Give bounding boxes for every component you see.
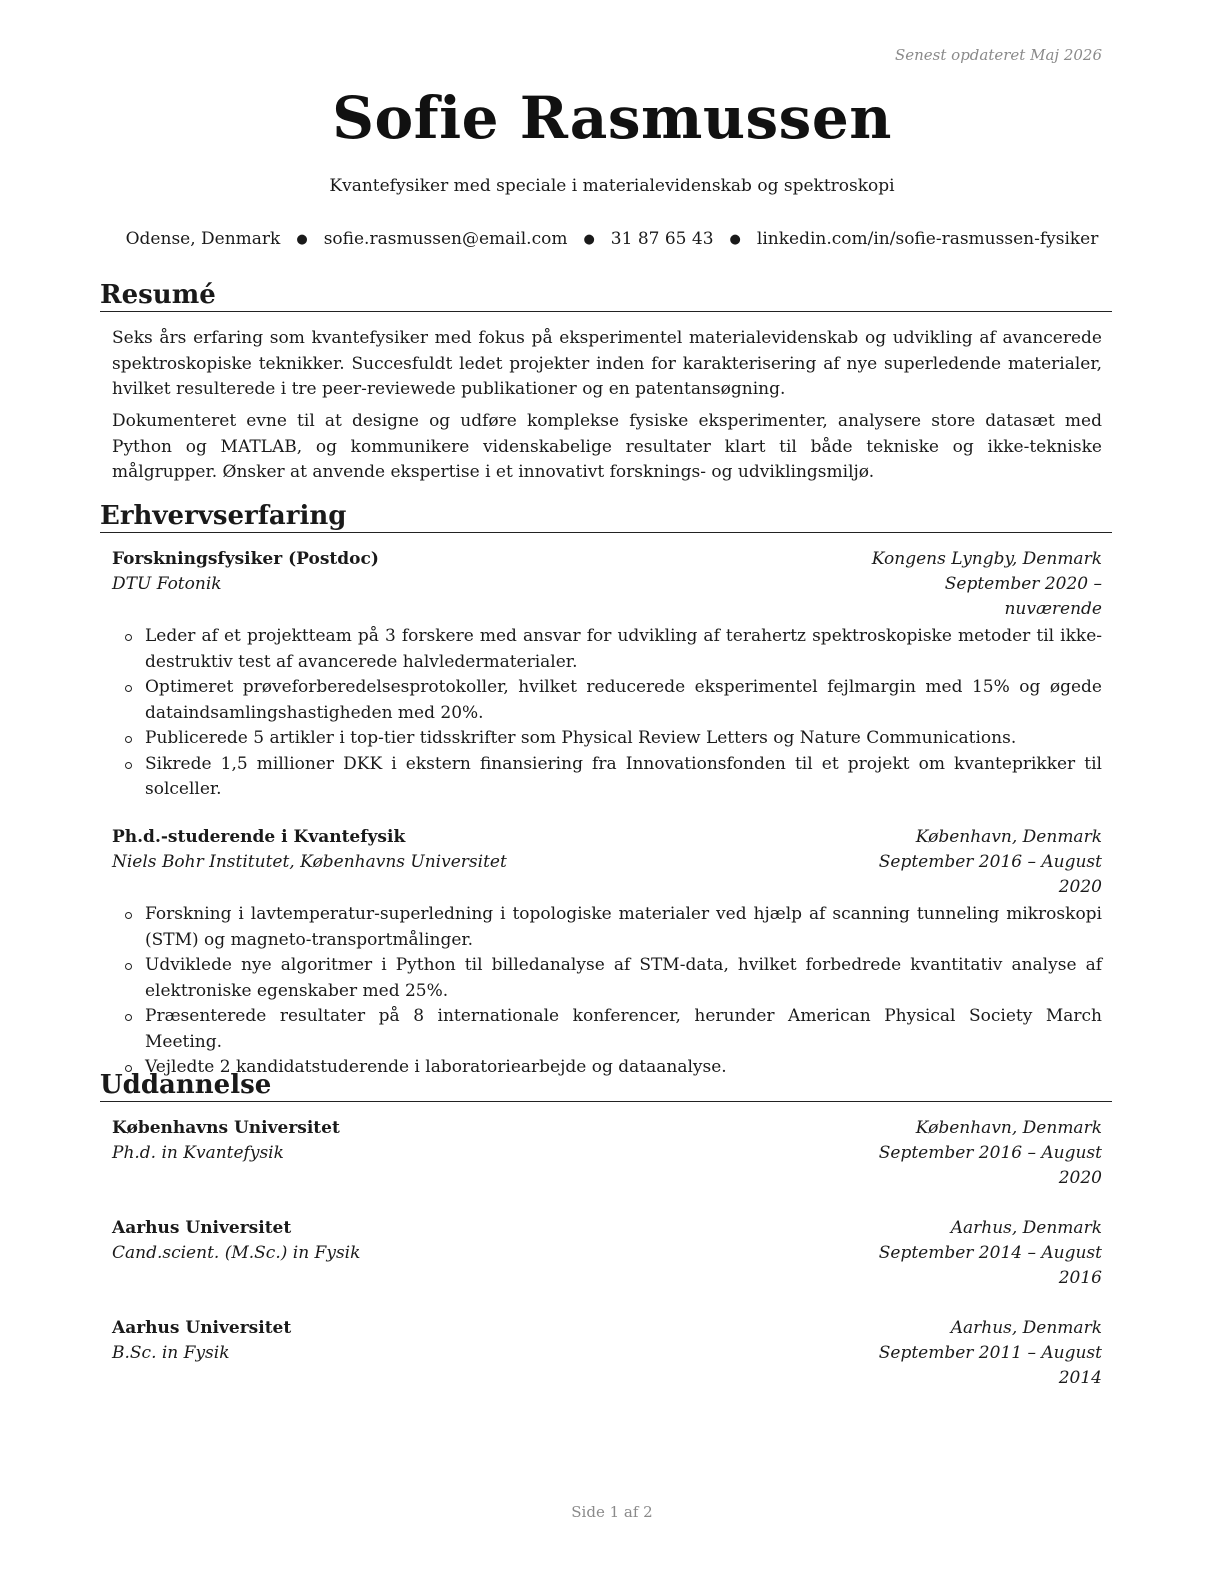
education-entry-header — [112, 1116, 1102, 1191]
contact-phone: 31 87 65 43 — [610, 229, 714, 249]
bullet-separator: ● — [296, 232, 308, 247]
list-item: Udviklede nye algoritmer i Python til billedanalyse af STM-data, hvilket forbedrede kvantitativ analyse af elektroniske egenskaber med 25%. — [112, 953, 1102, 1004]
job-organization: DTU Fotonik — [112, 574, 222, 594]
contact-line — [0, 229, 1224, 249]
last-updated-note: Senest opdateret Maj 2026 — [894, 46, 1102, 64]
school-name: Aarhus Universitet — [112, 1318, 292, 1338]
education-entry-header — [112, 1216, 1102, 1291]
degree-name: Ph.d. in Kvantefysik — [112, 1143, 284, 1163]
degree-name: B.Sc. in Fysik — [112, 1343, 230, 1363]
list-item: Publicerede 5 artikler i top-tier tidsskrifter som Physical Review Letters og Nature Communications. — [112, 726, 1102, 752]
school-location: København, Denmark — [915, 1118, 1102, 1138]
school-name: Aarhus Universitet — [112, 1218, 292, 1238]
education-dates: September 2014 – August 2016 — [878, 1243, 1102, 1288]
summary-paragraph: Dokumenteret evne til at designe og udføre komplekse fysiske eksperimenter, analysere store datasæt med Python og MATLAB, og kommunikere videnskabelige resultater klart til både tekniske og ikke-tekniske målgrupper. Ønsker at anvende ekspertise i et innovativt forsknings- og udviklingsmiljø. — [112, 411, 1102, 482]
degree-name: Cand.scient. (M.Sc.) in Fysik — [112, 1243, 361, 1263]
job-title: Ph.d.-studerende i Kvantefysik — [112, 827, 406, 847]
list-item: Optimeret prøveforberedelsesprotokoller, hvilket reducerede eksperimentel fejlmargin med 15% og øgede dataindsamlingshastigheden med 20%. — [112, 675, 1102, 726]
job-organization: Niels Bohr Institutet, Københavns Universitet — [112, 852, 507, 872]
job-title: Forskningsfysiker (Postdoc) — [112, 549, 379, 569]
circle-bullet-icon — [125, 685, 132, 692]
contact-linkedin[interactable]: linkedin.com/in/sofie-rasmussen-fysiker — [756, 229, 1099, 249]
list-item: Vejledte 2 kandidatstuderende i laboratoriearbejde og dataanalyse. — [112, 1055, 1102, 1081]
contact-email[interactable]: sofie.rasmussen@email.com — [323, 229, 568, 249]
summary-paragraph: Seks års erfaring som kvantefysiker med fokus på eksperimentel materialevidenskab og udvikling af avancerede spektroskopiske teknikker. Succesfuldt ledet projekter inden for karakterisering af nye superledende materialer, hvilket resulterede i tre peer-reviewede publikationer og en patentansøgning. — [112, 328, 1102, 399]
job-dates: September 2020 – nuværende — [944, 574, 1102, 619]
circle-bullet-icon — [125, 963, 132, 970]
circle-bullet-icon — [125, 912, 132, 919]
candidate-name: Sofie Rasmussen — [332, 84, 892, 152]
circle-bullet-icon — [125, 762, 132, 769]
experience-entry-header — [112, 825, 1102, 900]
experience-bullet-list — [112, 902, 1102, 1081]
circle-bullet-icon — [125, 634, 132, 641]
tagline: Kvantefysiker med speciale i materialevidenskab og spektroskopi — [329, 176, 895, 196]
list-item: Præsenterede resultater på 8 internationale konferencer, herunder American Physical Society March Meeting. — [112, 1004, 1102, 1055]
bullet-separator: ● — [583, 232, 595, 247]
education-dates: September 2011 – August 2014 — [878, 1343, 1102, 1388]
section-title-summary: Resumé — [100, 280, 1112, 312]
school-location: Aarhus, Denmark — [950, 1218, 1102, 1238]
job-dates: September 2016 – August 2020 — [878, 852, 1102, 897]
experience-entry-header — [112, 547, 1102, 622]
job-location: Kongens Lyngby, Denmark — [871, 549, 1102, 569]
circle-bullet-icon — [125, 736, 132, 743]
circle-bullet-icon — [125, 1014, 132, 1021]
bullet-separator: ● — [729, 232, 741, 247]
education-dates: September 2016 – August 2020 — [878, 1143, 1102, 1188]
job-location: København, Denmark — [915, 827, 1102, 847]
section-title-experience: Erhvervserfaring — [100, 501, 1112, 533]
contact-location: Odense, Denmark — [125, 229, 281, 249]
experience-bullet-list — [112, 624, 1102, 803]
list-item: Sikrede 1,5 millioner DKK i ekstern finansiering fra Innovationsfonden til et projekt om kvanteprikker til solceller. — [112, 752, 1102, 803]
page-number-footer: Side 1 af 2 — [571, 1503, 653, 1521]
school-name: Københavns Universitet — [112, 1118, 340, 1138]
list-item: Leder af et projektteam på 3 forskere med ansvar for udvikling af terahertz spektroskopiske metoder til ikke-destruktiv test af avancerede halvledermaterialer. — [112, 624, 1102, 675]
school-location: Aarhus, Denmark — [950, 1318, 1102, 1338]
education-entry-header — [112, 1316, 1102, 1391]
list-item: Forskning i lavtemperatur-superledning i topologiske materialer ved hjælp af scanning tunneling mikroskopi (STM) og magneto-transportmålinger. — [112, 902, 1102, 953]
section-title-education: Uddannelse — [100, 1070, 1112, 1102]
